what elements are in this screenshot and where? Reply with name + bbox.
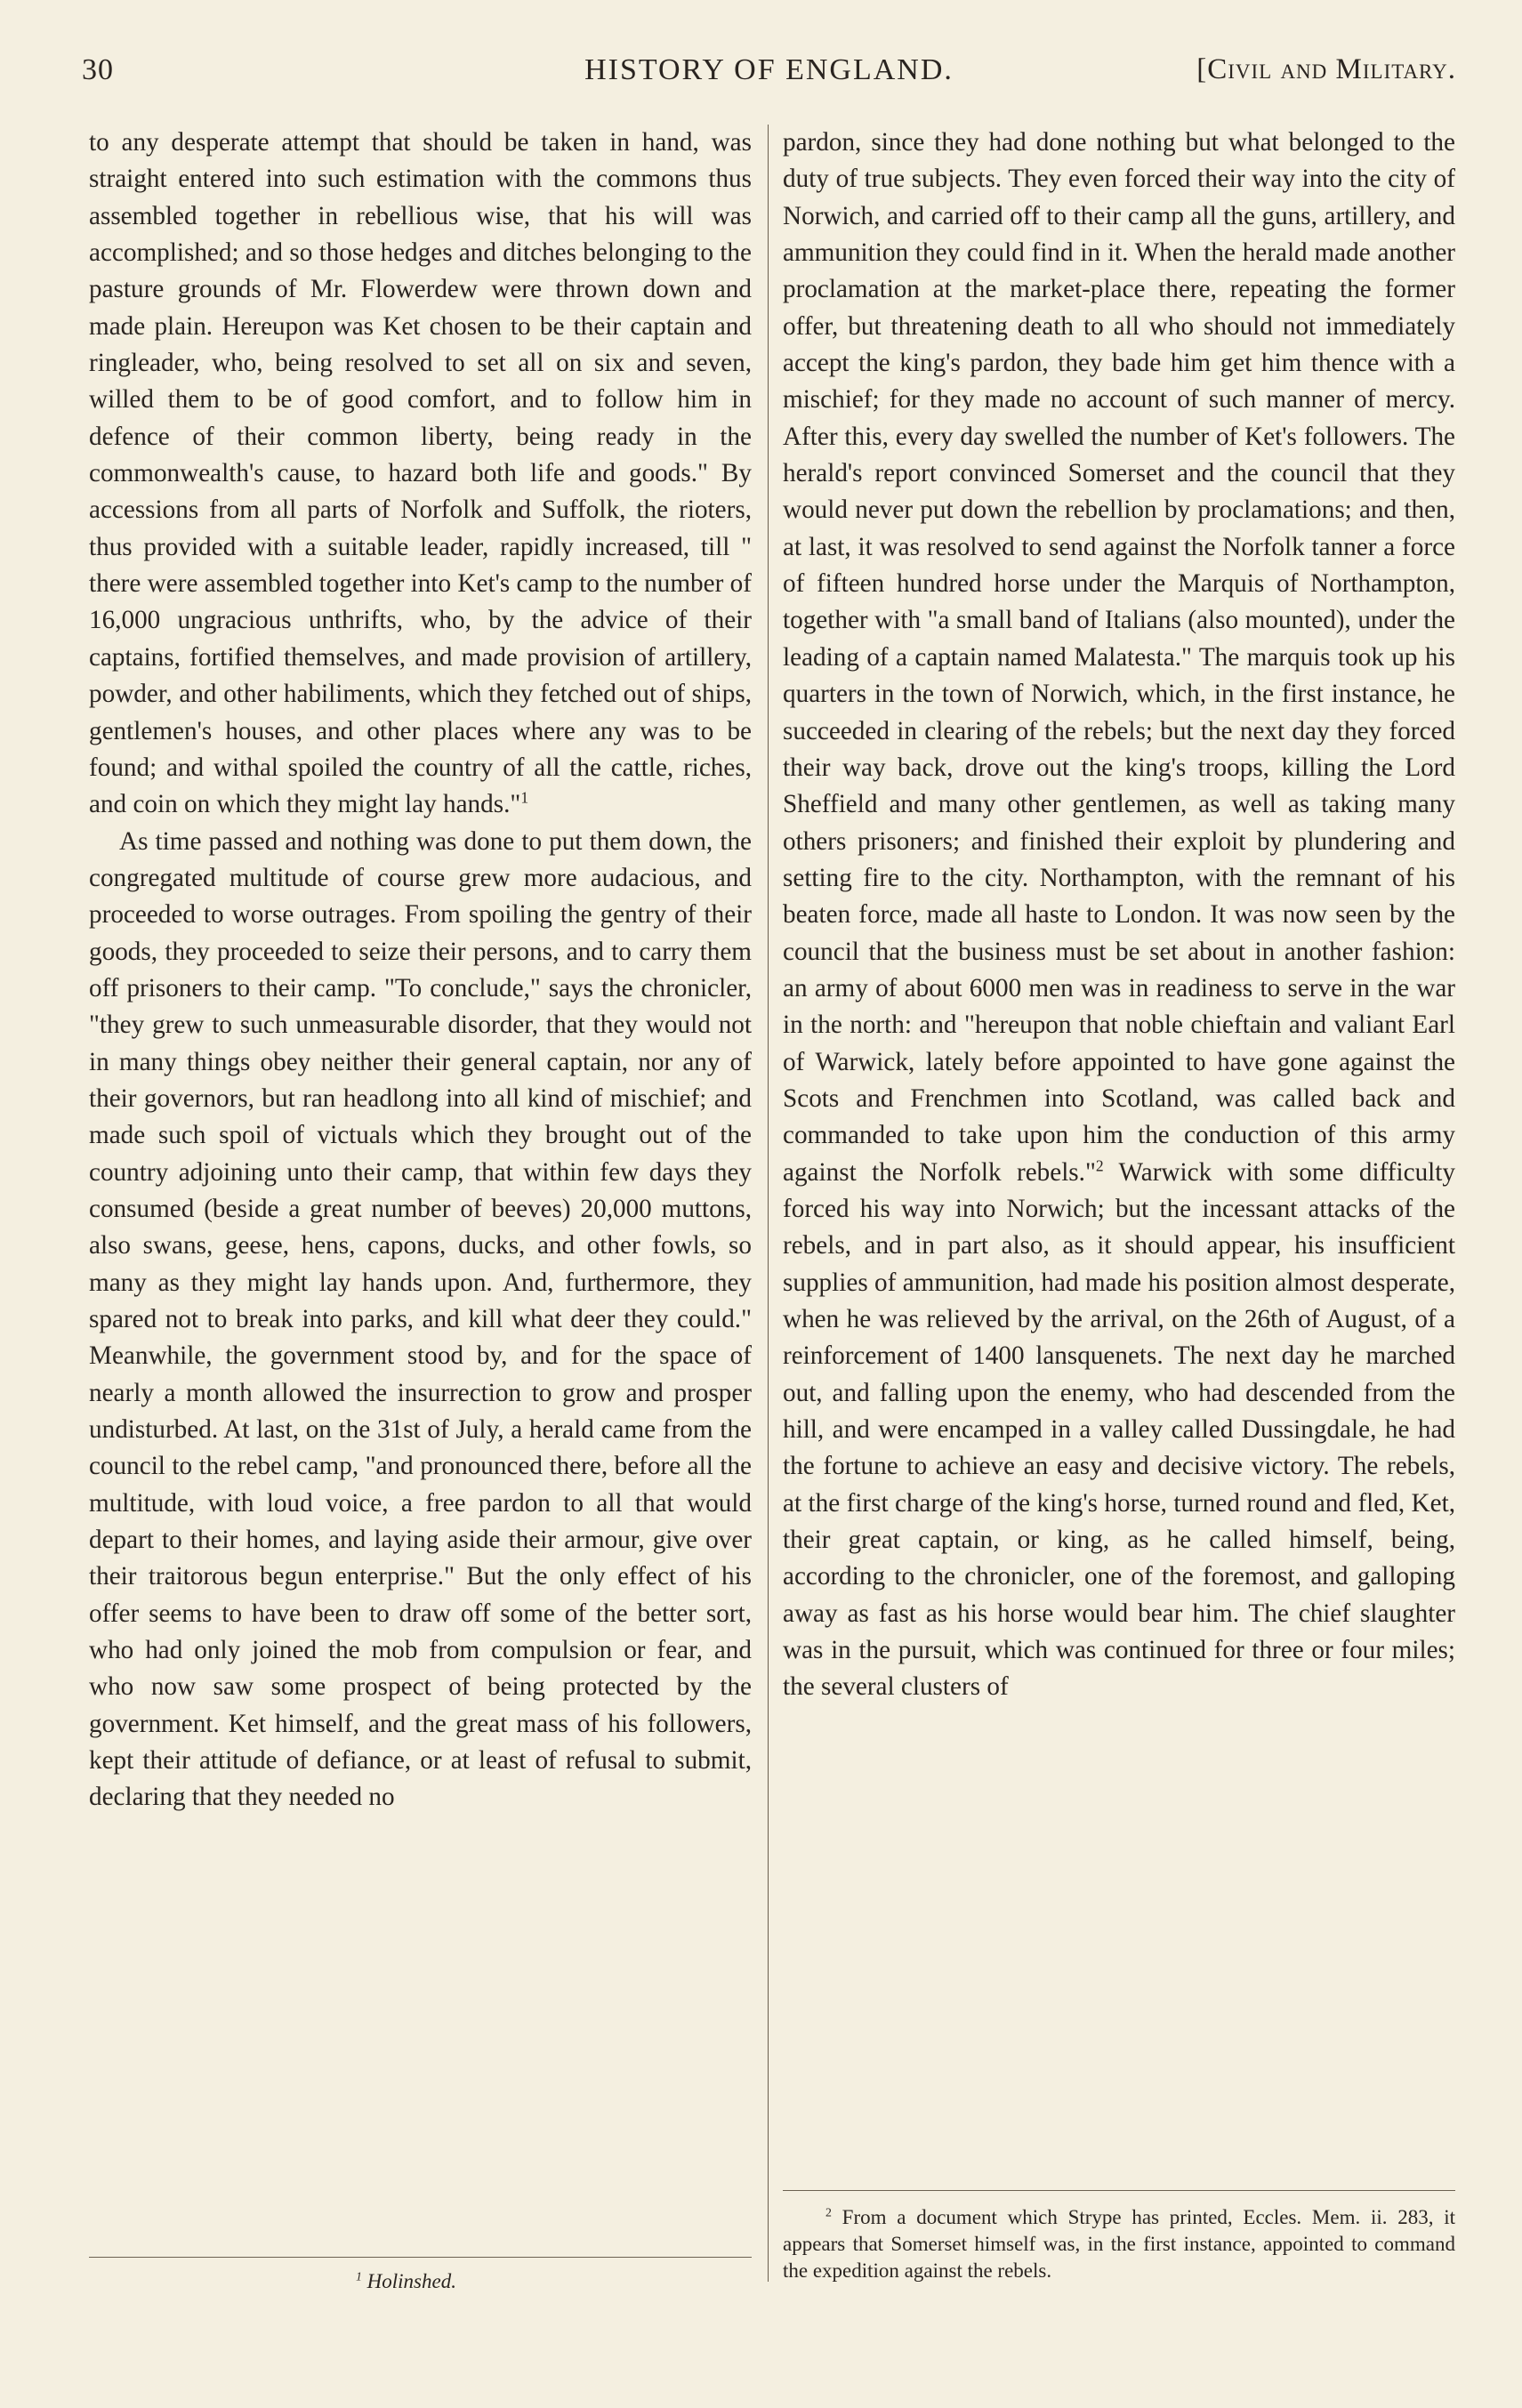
page-number: 30 <box>82 53 114 86</box>
paragraph-text: pardon, since they had done nothing but what belonged to the duty of true subjects. They even forced their way into the city of Norwich, and carried off to their camp all the guns, artillery, and ammunition they could find in it. When the herald made another proclamation at the market-place there, repeating the former offer, but threatening death to all who should not immediately accept the king's pardon, they bade him get him thence with a mischief; for they made no account of such manner of mercy. After this, every day swelled the number of Ket's followers. The herald's report convinced Somerset and the council that they would never put down the rebellion by proclamations; and then, at last, it was resolved to send against the Norfolk tanner a force of fifteen hundred horse under the Marquis of Northampton, together with "a small band of Italians (also mounted), under the leading of a captain named Malatesta." The marquis took up his quarters in the town of Norwich, which, in the first instance, he succeeded in clearing of the rebels; but the next day they forced their way back, drove out the king's troops, killing the Lord Sheffield and many other gentlemen, as well as taking many others prisoners; and finished their exploit by plundering and setting fire to the city. Northampton, with the remnant of his beaten force, made all haste to London. It was now seen by the council that the business must be set about in another fashion: an army of about 6000 men was in readiness to serve in the war in the north: and "hereupon that noble chieftain and valiant Earl of Warwick, lately before appointed to have gone against the Scots and Frenchmen into Scotland, was called back and commanded to take upon him the conduction of this army against the Norfolk rebels." <box>783 128 1455 1187</box>
paragraph-text: to any desperate attempt that should be taken in hand, was straight entered into such estimation with the commons thus assembled together in rebellious wise, that his will was accomplished; and so those hedges and ditches belonging to the pasture grounds of Mr. Flowerdew were thrown down and made plain. Hereupon was Ket chosen to be their captain and ringleader, who, being resolved to set all on six and seven, willed them to be of good comfort, and to follow him in defence of their common liberty, being ready in the commonwealth's cause, to hazard both life and goods." By accessions from all parts of Norfolk and Suffolk, the rioters, thus provided with a suitable leader, rapidly increased, till " there were assembled together into Ket's camp to the number of 16,000 ungracious unthrifts, who, by the advice of their captains, fortified themselves, and made provision of artillery, powder, and other habiliments, which they fetched out of ships, gentlemen's houses, and other places where any was to be found; and withal spoiled the country of all the cattle, riches, and coin on which they might lay hands." <box>89 128 752 819</box>
right-column <box>783 125 1455 1706</box>
paragraph: As time passed and nothing was done to put them down, the congregated multitude of course grew more audacious, and proceeded to worse outrages. From spoiling the gentry of their goods, they proceeded to seize their persons, and to carry them off prisoners to their camp. "To conclude," says the chronicler, "they grew to such unmeasurable disorder, that they would not in many things obey neither their general captain, nor any of their governors, but ran headlong into all kind of mischief; and made such spoil of victuals which they brought out of the country adjoining unto their camp, that within few days they consumed (beside a great number of beeves) 20,000 muttons, also swans, geese, hens, capons, ducks, and other fowls, so many as they might lay hands upon. And, furthermore, they spared not to break into parks, and kill what deer they could." Meanwhile, the government stood by, and for the space of nearly a month allowed the insurrection to grow and prosper undisturbed. At last, on the 31st of July, a herald came from the council to the rebel camp, "and pronounced there, before all the multitude, with loud voice, a free pardon to all that would depart to their homes, and laying aside their armour, give over their traitorous begun enterprise." But the only effect of his offer seems to have been to draw off some of the better sort, who had only joined the mob from compulsion or fear, and who now saw some prospect of being protected by the government. Ket himself, and the great mass of his followers, kept their attitude of defiance, or at least of refusal to submit, declaring that they needed no <box>89 826 752 1812</box>
footnote-rule <box>783 2190 1455 2191</box>
running-header <box>82 53 1456 107</box>
paragraph <box>783 125 1455 1706</box>
paragraph <box>89 125 752 824</box>
footnote-text: From a document which Strype has printed, Eccles. Mem. ii. 283, it appears that Somerset himself was, in the first instance, appointed to command the expedition against the rebels. <box>783 2206 1456 2282</box>
footnote-text: Holinshed. <box>366 2270 456 2292</box>
left-column <box>89 125 752 1816</box>
paragraph-text: Warwick with some difficulty forced his way into Norwich; but the incessant attacks of the rebels, and in part also, as it should appear, his insufficient supplies of ammunition, had made his position almost desperate, when he was relieved by the arrival, on the 26th of August, of a reinforcement of 1400 lansquenets. The next day he marched out, and falling upon the enemy, who had descended from the hill, and were encamped in a valley called Dussingdale, he had the fortune to achieve an easy and decisive victory. The rebels, at the first charge of the king's horse, turned round and fled, Ket, their great captain, or king, as he called himself, being, according to the chronicler, one of the foremost, and galloping away as fast as his horse would bear him. The chief slaughter was in the pursuit, which was continued for three or four miles; the several clusters of <box>783 1157 1455 1702</box>
footnote-mark: 2 <box>825 2205 832 2219</box>
footnote-rule <box>89 2257 752 2258</box>
footnote-2 <box>783 2204 1455 2284</box>
section-title: [Civil and Military. <box>1196 53 1456 85</box>
footnote-mark: 1 <box>356 2269 362 2283</box>
column-divider <box>768 125 769 2282</box>
running-title: HISTORY OF ENGLAND. <box>584 53 954 86</box>
footnote-ref: 1 <box>520 788 529 807</box>
footnote-ref: 2 <box>1095 1156 1104 1174</box>
footnote-1 <box>356 2268 456 2295</box>
